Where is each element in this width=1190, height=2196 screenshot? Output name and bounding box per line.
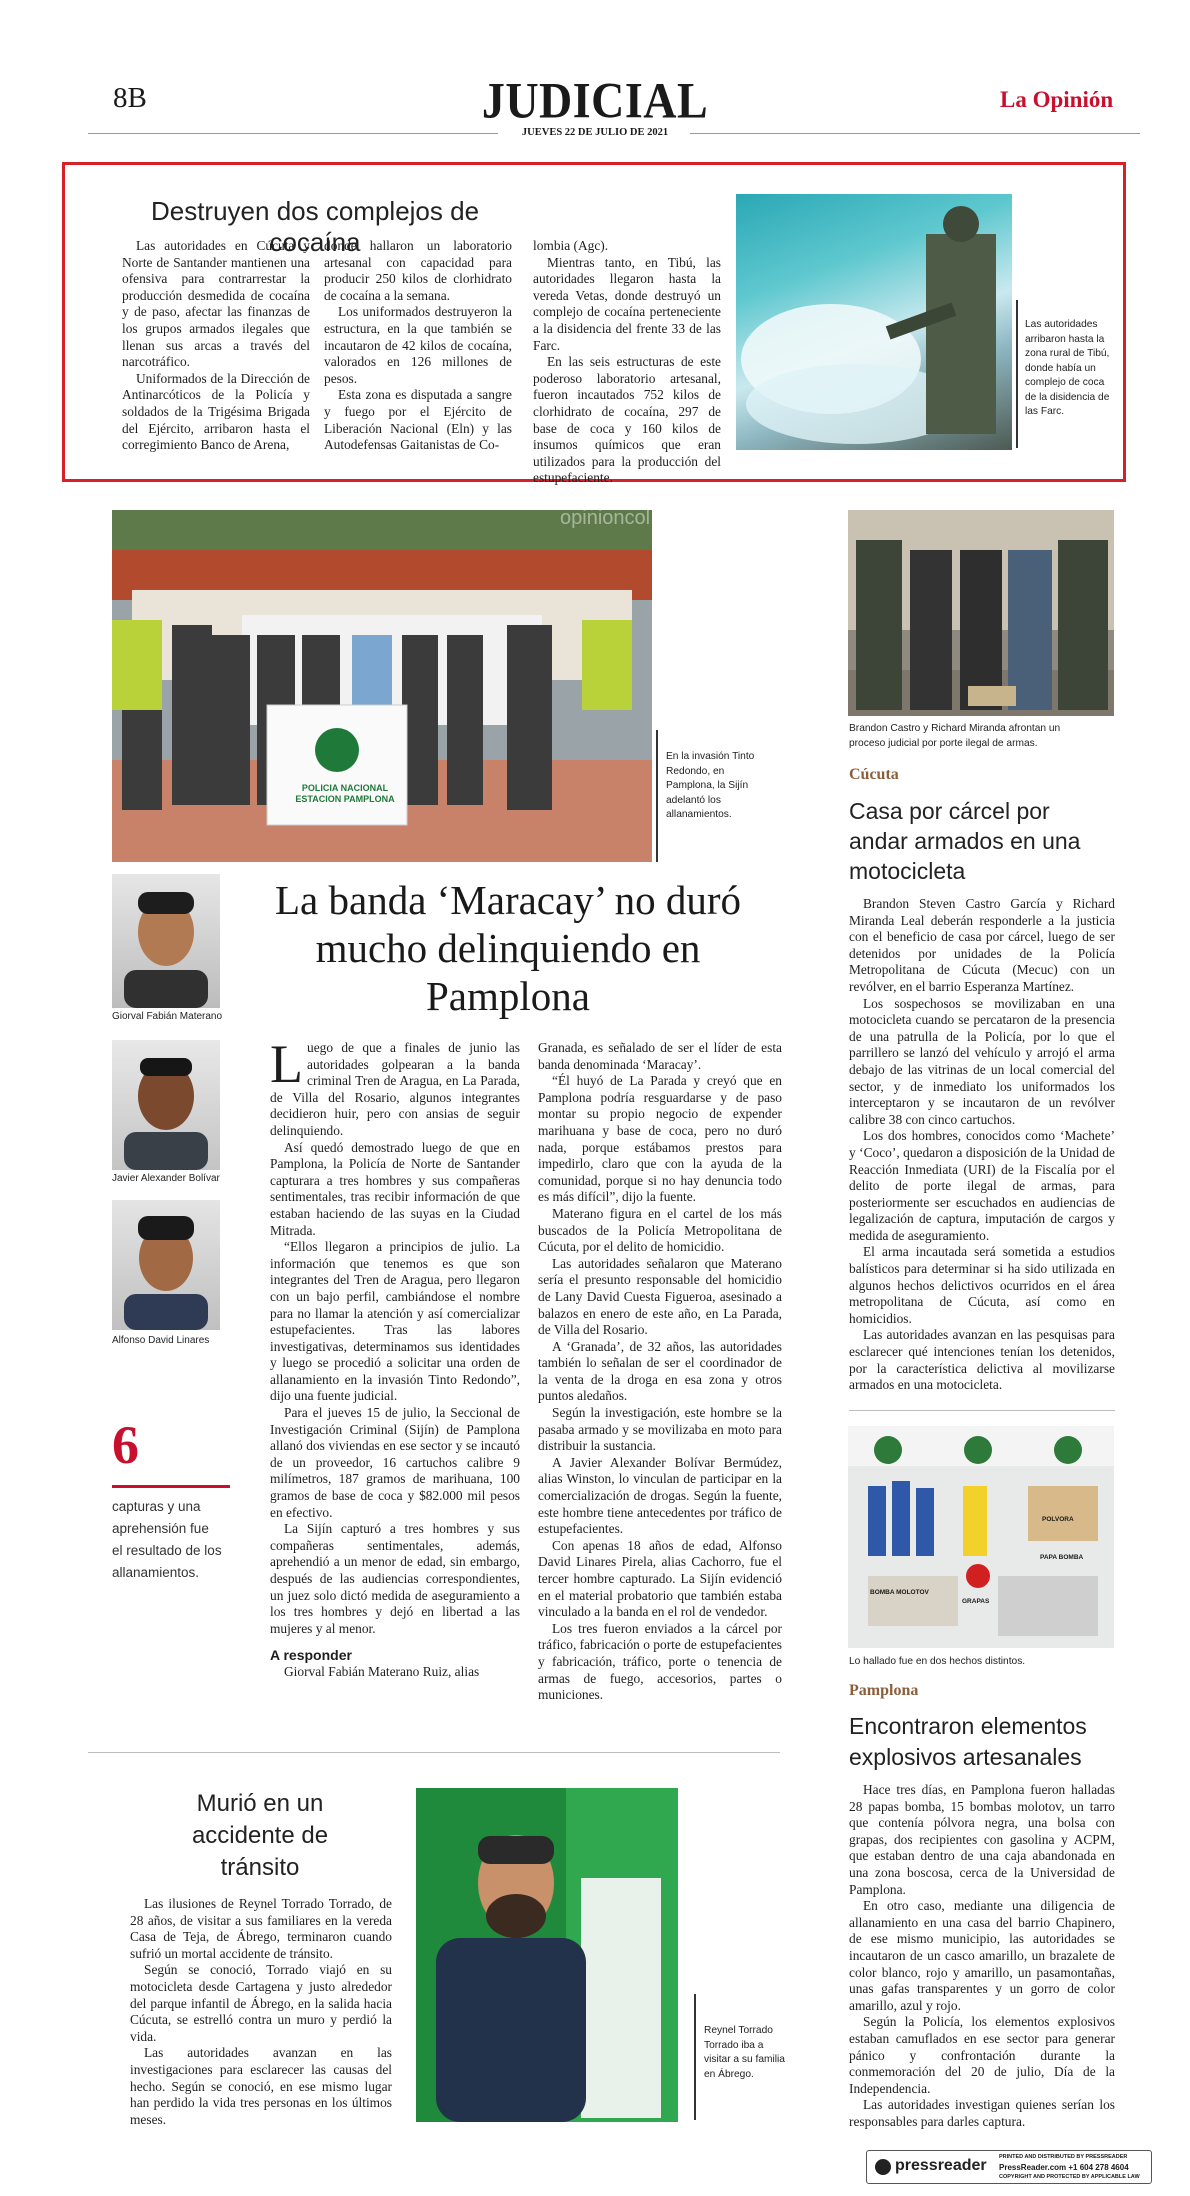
pressreader-line3: COPYRIGHT AND PROTECTED BY APPLICABLE LAW xyxy=(999,2174,1140,2180)
pamplona-body: Hace tres días, en Pamplona fueron halladas 28 papas bomba, 15 bombas molotov, un tarro que contenía pólvora negra, una bolsa con grapas, dos recipientes con gasolina y ACPM, que estaban dentro de una caja abandonada en una zona boscosa, cerca de la Universidad de Pamplona. En otro caso, mediante una diligencia de allanamiento en una casa del barrio Chapinero, de ese mismo municipio, las autoridades se incautaron de un casco amarillo, un brazalete de color blanco, rojo y amarillo, un pasamontañas, unas gafas transparentes y un gorro de color amarillo, azul y rojo. Según la Policía, los elementos explosivos estaban camuflados en ese sector para generar pánico y confrontación durante la conmemoración del 20 de julio, Día de la Independencia. Las autoridades investigan quienes serían los responsables para darles captura. xyxy=(849,1782,1115,2129)
maracay-headline: La banda ‘Maracay’ no duró mucho delinquiendo en Pamplona xyxy=(275,877,741,1019)
cocaine-lab-photo xyxy=(736,194,1012,450)
explosives-label-molotov: BOMBA MOLOTOV xyxy=(870,1589,929,1596)
brand-logo: La Opinión xyxy=(1000,87,1114,112)
pamplona-headline: Encontraron elementos explosivos artesanales xyxy=(849,1713,1087,1770)
pressreader-line1: PRINTED AND DISTRIBUTED BY PRESSREADER xyxy=(999,2154,1128,2160)
maracay-group-photo xyxy=(112,510,652,862)
mug-photo-bolivar xyxy=(112,1040,220,1170)
maracay-photo-watermark: opinioncol.com xyxy=(560,507,694,529)
pressreader-line2: PressReader.com +1 604 278 4604 xyxy=(999,2163,1129,2172)
cucuta-suspects-photo xyxy=(848,510,1114,716)
mug-caption-linares: Alfonso David Linares xyxy=(112,1335,210,1346)
maracay-group-illustration xyxy=(112,510,652,862)
header-rule-left xyxy=(88,133,498,134)
accident-body: Las ilusiones de Reynel Torrado Torrado, de 28 años, de visitar a sus familiares en la vereda Casa de Teja, de Ábrego, terminaron cuando sufrió un mortal accidente de tránsito. Según se conoció, Torrado viajó en su motocicleta desde Cartagena y justo alrededor del parque infantil de Ábrego, en la salida hacia Cúcuta, se estrelló contra un muro y perdió la vida. Las autoridades avanzan en las investigaciones para esclarecer las causas del hecho. Según se conoció, en ese mismo lugar han perdido la vida tres personas en los últimos meses. xyxy=(130,1896,392,2127)
accident-victim-photo xyxy=(416,1788,678,2122)
cocaine-col-1: Las autoridades en Cúcuta y Norte de Santander mantienen una ofensiva para contrarrestar la producción desmedida de cocaína y de paso, afectar las finanzas de los grupos armados ilegales que llenan sus arcas a través del narcotráfico. Uniformados de la Dirección de Antinarcóticos de la Policía y soldados de la Trigésima Brigada del Ejército, arribaron hasta el corregimiento Banco de Arena, xyxy=(122,238,310,453)
edition-date: JUEVES 22 DE JULIO DE 2021 xyxy=(521,127,669,138)
desk-label: POLICIA NACIONAL ESTACION PAMPLONA xyxy=(295,783,395,804)
header-rule-right xyxy=(690,133,1140,134)
accident-caption-rule xyxy=(694,1994,696,2120)
cucuta-body: Brandon Steven Castro García y Richard Miranda Leal deberán responderle a la justicia con el beneficio de casa por cárcel, luego de ser detenidos por unidades de la Policía Metropolitana de Cúcuta (Mecuc) con un revólver, en el barrio Esperanza Martínez. Los sospechosos se movilizaban en una motocicleta cuando se percataron de la presencia de una patrulla de la Policía, por lo que el parrillero se lanzó del vehículo y arrojó el arma debajo de las vitrinas de un local comercial del sector, y de inmediato los uniformados los interceptaron y se incautaron de un revólver calibre 38 con cinco cartuchos. Los dos hombres, conocidos como ‘Machete’ y ‘Coco’, quedaron a disposición de la Unidad de Reacción Inmediata (URI) de la Fiscalía por el delito de porte ilegal de armas, para posteriormente ser escuchados en audiencias de legalización de captura, imputación de cargos y medida de aseguramiento. El arma incautada será sometida a estudios balísticos para determinar si ha sido utilizada en algunos hechos delictivos ocurridos en el área metropolitana de Cúcuta, así como en homicidios. Las autoridades avanzan en las pesquisas para esclarecer qué intenciones tenían los detenidos, por la característica delictiva al movilizarse armados en una motocicleta. xyxy=(849,896,1115,1393)
cocaine-col-2: donde hallaron un laboratorio artesanal con capacidad para producir 250 kilos de clorhidrato de cocaína a la semana. Los uniformados destruyeron la estructura, en la que también se incautaron de 42 kilos de cocaína, valorados en 126 millones de pesos. Esta zona es disputada a sangre y fuego por el Ejército de Liberación Nacional (Eln) y las Autodefensas Gaitanistas de Co- xyxy=(324,238,512,453)
explosives-label-papa-bomba: PAPA BOMBA xyxy=(1040,1554,1084,1561)
mug-photo-materano xyxy=(112,874,220,1008)
pamplona-kicker: Pamplona xyxy=(849,1682,919,1699)
mug-photo-linares xyxy=(112,1200,220,1330)
maracay-caption-rule xyxy=(656,730,658,862)
explosives-photo-caption: Lo hallado fue en dos hechos distintos. xyxy=(849,1656,1026,1667)
pressreader-badge xyxy=(866,2150,1152,2184)
pressreader-logo: pressreader xyxy=(895,2157,987,2174)
stat-number: 6 xyxy=(112,1415,139,1475)
cocaine-photo-caption: Las autoridades arribaron hasta la zona rural de Tibú, donde había un complejo de coca de la disidencia de las Farc. xyxy=(1025,319,1110,417)
cucuta-photo-caption: Brandon Castro y Richard Miranda afrontan un proceso judicial por porte ilegal de armas. xyxy=(849,723,1061,749)
stat-text: capturas y una aprehensión fue el resultado de los allanamientos. xyxy=(112,1499,222,1580)
subhead-responder: A responder xyxy=(270,1647,352,1664)
maracay-col-1: L uego de que a finales de junio las autoridades golpearan a la banda criminal Tren de Aragua, en La Parada, de Villa del Rosario, algunos integrantes decidieron huir, pero con ansias de seguir delinquiendo. Así quedó demostrado luego de que en Pamplona, la Policía de Norte de Santander capturara a tres hombres y sus compañeras sentimentales, tras recibir información de que estaban haciendo de las suyas en la Ciudad Mitrada. “Ellos llegaron a principios de julio. La información que tenemos es que son integrantes del Tren de Aragua, pero llegaron con un bajo perfil, cambiándose el nombre para no llamar la atención y así comercializar estupefacientes. Tras las labores investigativas, determinamos sus identidades y luego se procedió a solicitar una orden de allanamiento en la invasión Tinto Redondo”, dijo una fuente judicial. Para el jueves 15 de julio, la Seccional de Investigación Criminal (Sijín) de Pamplona allanó dos viviendas en ese sector y se incautó de un proveedor, 16 cartuchos calibre 9 milímetros, 187 gramos de marihuana, 100 gramos de base de coca y $82.000 mil pesos en efectivo. La Sijín capturó a tres hombres y sus compañeras sentimentales, además, aprehendió a un menor de edad, sin embargo, después de las audiencias correspondientes, un juez solo dictó medida de aseguramiento a los tres hombres y dejó en libertad a las mujeres y al menor. A responder Giorval Fabián Materano Ruiz, alias xyxy=(270,1034,520,1679)
section-title: JUDICIAL xyxy=(481,72,709,129)
stat-rule xyxy=(112,1485,230,1488)
mug-caption-materano: Giorval Fabián Materano xyxy=(112,1011,223,1022)
cucuta-headline: Casa por cárcel por andar armados en una motocicleta xyxy=(849,798,1081,884)
explosives-photo xyxy=(848,1426,1114,1648)
mug-caption-bolivar: Javier Alexander Bolívar xyxy=(112,1173,220,1184)
page-number: 8B xyxy=(113,82,147,114)
cocaine-caption-rule xyxy=(1016,300,1018,448)
cocaine-headline: Destruyen dos complejos de cocaína xyxy=(150,196,480,257)
cucuta-bottom-rule xyxy=(849,1410,1115,1411)
maracay-col-2: Granada, es señalado de ser el líder de esta banda denominada ‘Maracay’. “Él huyó de La Parada y creyó que en Pamplona podría resguardarse y de paso montar su propio negocio de expender marihuana y base de coca, pero no duró nada, porque estábamos prestos para impedirlo, claro que con la ayuda de la comunidad, porque si no hay denuncia todo es más difícil”, dijo la fuente. Materano figura en el cartel de los más buscados de la Policía Metropolitana de Cúcuta, por el delito de homicidio. Las autoridades señalaron que Materano sería el presunto responsable del homicidio de Lany David Cuesta Figueroa, asesinado a balazos en enero de este año, en La Parada, de Villa del Rosario. A ‘Granada’, de 32 años, las autoridades también lo señalan de ser el coordinador de la venta de la droga en esa zona y otros puntos aledaños. Según la investigación, este hombre se la pasaba armado y se movilizaba en moto para distribuir la sustancia. A Javier Alexander Bolívar Bermúdez, alias Winston, lo vinculan de participar en la comercialización de drogas. Según la fuente, este hombre tiene antecedentes por tráfico de estupefacientes. Con apenas 18 años de edad, Alfonso David Linares Pirela, alias Cachorro, fue el tercer hombre capturado. La Sijín evidenció en el material probatorio que también estaba vinculado a la banda en el rol de vendedor. Los tres fueron enviados a la cárcel por tráfico, fabricación o porte de estupefacientes y fabricación, tráfico, porte o tenencia de armas de fuego, accesorios, partes o municiones. xyxy=(538,1040,782,1703)
maracay-photo-caption: En la invasión Tinto Redondo, en Pamplona, la Sijín adelantó los allanamientos. xyxy=(666,751,755,820)
cocaine-lab-illustration xyxy=(736,194,1012,450)
dropcap: L xyxy=(270,1034,303,1094)
maracay-bottom-rule xyxy=(88,1752,780,1753)
accident-headline: Murió en un accidente de tránsito xyxy=(191,1790,329,1881)
cucuta-kicker: Cúcuta xyxy=(849,766,899,783)
cocaine-col-3: lombia (Agc). Mientras tanto, en Tibú, las autoridades llegaron hasta la vereda Vetas, donde destruyó un complejo de cocaína perteneciente a la disidencia del frente 33 de las Farc. En las seis estructuras de este poderoso laboratorio artesanal, fueron incautados 752 kilos de clorhidrato de cocaína, 297 de base de coca y 160 kilos de insumos químicos que eran utilizados para la producción del estupefaciente. xyxy=(533,238,721,486)
pressreader-icon xyxy=(875,2159,891,2175)
explosives-label-polvora: POLVORA xyxy=(1042,1516,1074,1523)
explosives-label-grapas: GRAPAS xyxy=(962,1598,990,1605)
accident-photo-caption: Reynel Torrado Torrado iba a visitar a su familia en Ábrego. xyxy=(704,2025,785,2080)
